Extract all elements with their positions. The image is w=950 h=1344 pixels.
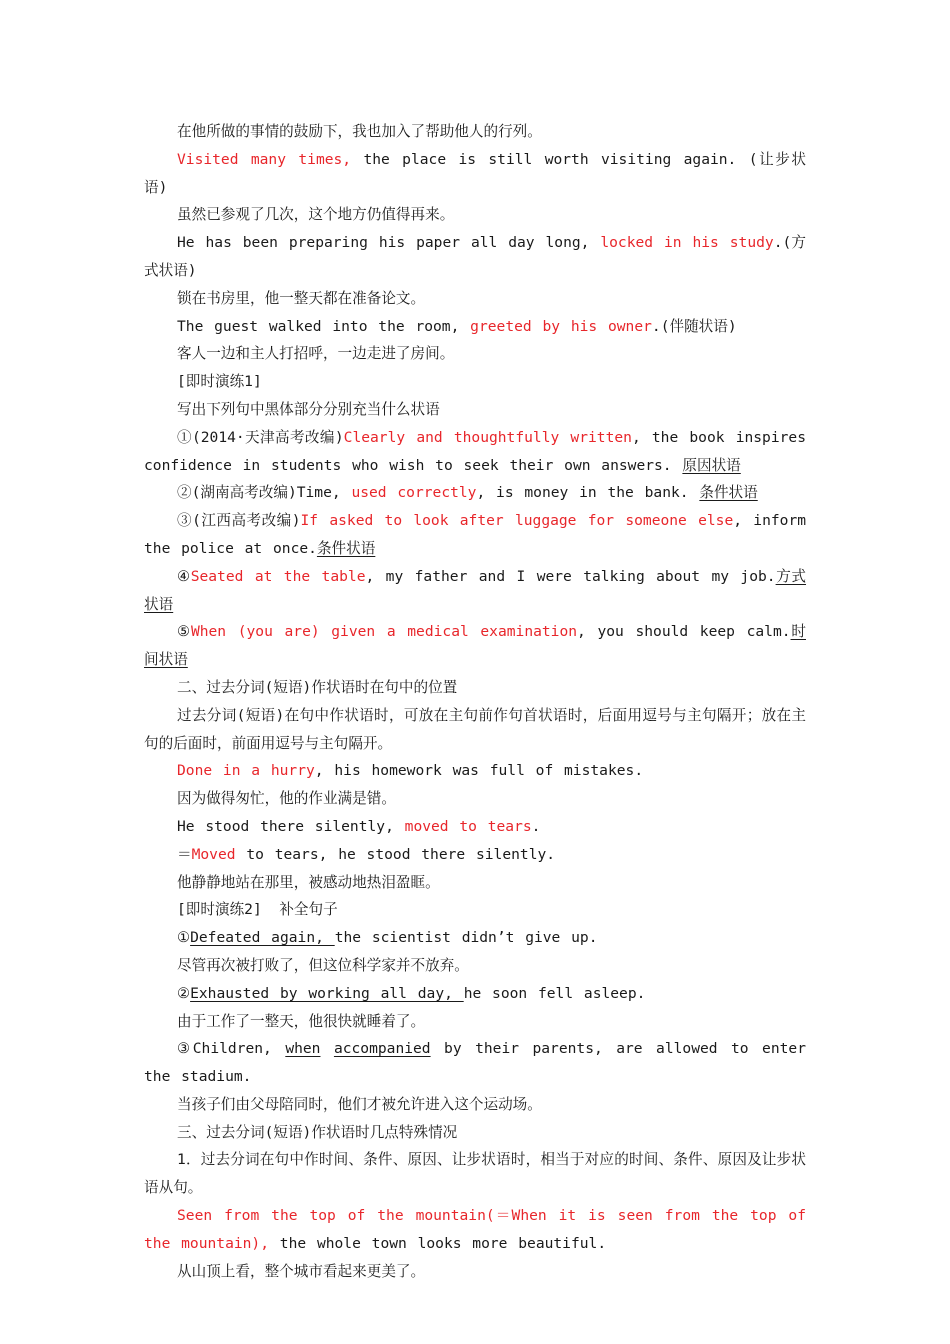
chinese-translation: 因为做得匆忙，他的作业满是错。	[177, 790, 396, 808]
drill-instruction: 写出下列句中黑体部分分别充当什么状语	[177, 400, 440, 418]
answer-blank: 条件状语	[699, 484, 758, 502]
question-text: ②(湖南高考改编)Time,	[177, 484, 352, 502]
drill-question	[144, 563, 806, 619]
document-page	[144, 118, 806, 1285]
answer-blank: 方式状语	[144, 567, 807, 613]
chinese-translation: 尽管再次被打败了，但这位科学家并不放弃。	[177, 956, 469, 974]
drill-question	[144, 507, 806, 563]
question-text: , is money in the bank.	[476, 484, 700, 502]
example-sentence	[144, 1202, 806, 1258]
highlighted-phrase: used correctly	[351, 484, 477, 502]
drill-title: [即时演练2]	[177, 901, 262, 919]
section-title: 二、过去分词(短语)作状语时在句中的位置	[177, 678, 458, 696]
section-title: 三、过去分词(短语)作状语时几点特殊情况	[177, 1123, 458, 1141]
example-sentence	[144, 313, 806, 341]
answer-blank: 条件状语	[316, 539, 376, 557]
question-text: ①	[177, 929, 191, 947]
chinese-translation: 由于工作了一整天，他很快就睡着了。	[177, 1012, 426, 1030]
chinese-translation: 客人一边和主人打招呼，一边走进了房间。	[177, 345, 455, 363]
answer-blank: accompanied	[333, 1040, 431, 1058]
question-text: ②	[177, 984, 191, 1002]
question-text: ③(江西高考改编)	[177, 512, 301, 530]
section-item: 1．过去分词在句中作时间、条件、原因、让步状语时，相当于对应的时间、条件、原因及让步状语从句。	[144, 1151, 806, 1197]
drill-title: [即时演练1]	[177, 373, 262, 391]
question-text: , you should keep calm.	[577, 623, 791, 641]
question-text: ①(2014·天津高考改编)	[177, 428, 344, 446]
drill-question	[144, 980, 806, 1008]
highlighted-phrase: greeted by his owner	[470, 317, 652, 335]
example-sentence	[144, 841, 806, 869]
highlighted-phrase: If asked to look after luggage for someone else	[300, 512, 734, 530]
sentence-text: the place is still worth visiting again. (让步状语)	[144, 150, 807, 196]
answer-blank: Exhausted by working all day,	[190, 984, 464, 1002]
drill-question	[144, 424, 806, 480]
chinese-translation: 虽然已参观了几次，这个地方仍值得再来。	[177, 206, 455, 224]
example-sentence	[144, 146, 806, 202]
question-text	[320, 1040, 333, 1057]
drill-header	[144, 896, 806, 924]
highlighted-phrase: Moved	[191, 845, 236, 863]
highlighted-phrase: Seated at the table	[190, 567, 366, 585]
highlighted-phrase: Clearly and thoughtfully written	[343, 428, 632, 446]
chinese-translation: 在他所做的事情的鼓励下，我也加入了帮助他人的行列。	[177, 123, 542, 140]
sentence-text: The guest walked into the room,	[177, 317, 471, 335]
drill-instruction: 补全句子	[279, 901, 338, 919]
drill-question	[144, 1035, 806, 1091]
chinese-translation: 从山顶上看，整个城市看起来更美了。	[177, 1262, 426, 1280]
sentence-text: .	[531, 817, 541, 835]
question-text: ⑤	[177, 623, 191, 641]
highlighted-phrase: Visited many times,	[177, 150, 352, 168]
question-text: by their parents, are allowed to enter the stadium.	[144, 1040, 806, 1086]
sentence-text: ＝	[177, 845, 192, 863]
question-text: he soon fell asleep.	[463, 984, 646, 1002]
drill-question	[144, 479, 806, 507]
answer-blank: 时间状语	[144, 623, 806, 669]
question-text: ④	[177, 567, 191, 585]
chinese-translation: 锁在书房里，他一整天都在准备论文。	[177, 289, 426, 307]
drill-question	[144, 924, 806, 952]
answer-blank: 原因状语	[682, 456, 741, 474]
question-text: , the book inspires confidence in students who wish to seek their own answers.	[144, 428, 806, 474]
sentence-text: the whole town looks more beautiful.	[269, 1234, 607, 1252]
answer-blank: Defeated again,	[190, 929, 335, 947]
section-body: 过去分词(短语)在句中作状语时，可放在主句前作句首状语时，后面用逗号与主句隔开；放在主句的后面时，前面用逗号与主句隔开。	[144, 706, 806, 752]
chinese-translation: 他静静地站在那里，被感动地热泪盈眶。	[177, 873, 440, 891]
highlighted-phrase: Done in a hurry	[177, 762, 315, 780]
highlighted-phrase: When (you are) given a medical examination	[190, 623, 578, 641]
question-text: , my father and I were talking about my job.	[365, 567, 776, 585]
question-text: , inform the police at once.	[144, 512, 807, 557]
highlighted-phrase: moved to tears	[404, 817, 532, 835]
example-sentence	[144, 229, 806, 285]
question-text: ③Children,	[177, 1040, 286, 1058]
answer-blank: when	[285, 1040, 321, 1058]
sentence-text: .(方式状语)	[144, 234, 807, 279]
highlighted-phrase: locked in his study	[600, 234, 774, 252]
sentence-text: .(伴随状语)	[651, 317, 737, 335]
sentence-text: to tears, he stood there silently.	[235, 845, 556, 863]
example-sentence	[144, 757, 806, 785]
sentence-text: He has been preparing his paper all day long,	[177, 234, 601, 252]
sentence-text: , his homework was full of mistakes.	[314, 762, 644, 780]
highlighted-phrase: Seen from the top of the mountain(＝When it is seen from the top of the mountain),	[144, 1207, 806, 1252]
sentence-text: He stood there silently,	[177, 817, 405, 835]
question-text: the scientist didn’t give up.	[334, 929, 598, 947]
chinese-translation: 当孩子们由父母陪同时，他们才被允许进入这个运动场。	[177, 1095, 542, 1113]
drill-question	[144, 618, 806, 674]
example-sentence	[144, 813, 806, 841]
